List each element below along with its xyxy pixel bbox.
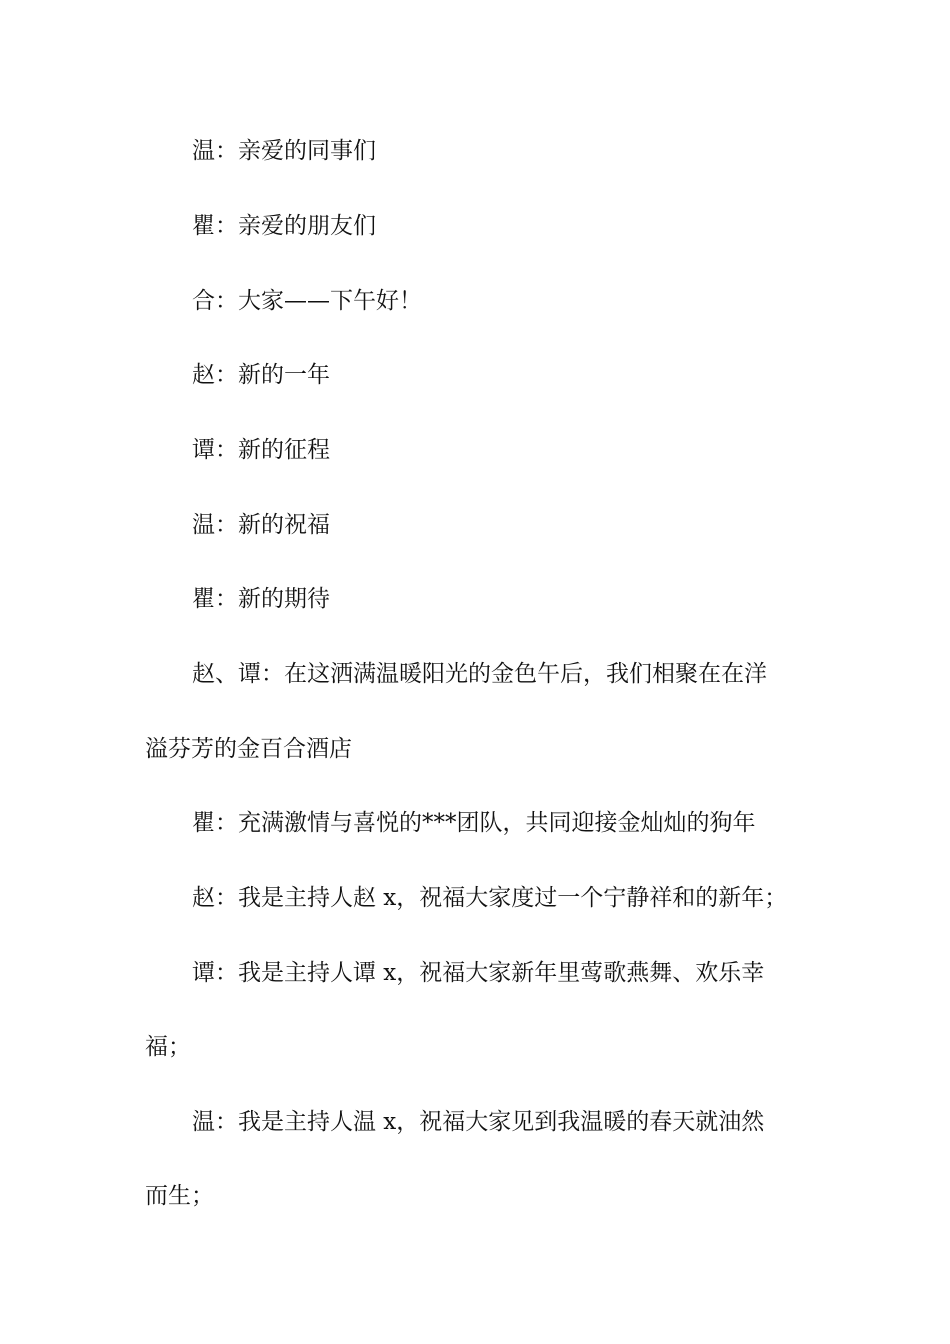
script-line-continuation: 福； xyxy=(145,1034,191,1060)
script-line: 瞿：新的期待 xyxy=(192,586,330,612)
script-line-continuation: 而生； xyxy=(145,1183,214,1209)
script-line: 瞿：亲爱的朋友们 xyxy=(192,213,376,239)
script-line: 谭：我是主持人谭 x，祝福大家新年里莺歌燕舞、欢乐幸 xyxy=(192,960,765,986)
script-line: 温：我是主持人温 x，祝福大家见到我温暖的春天就油然 xyxy=(192,1109,765,1135)
script-line: 合：大家——下午好！ xyxy=(192,288,422,314)
script-line: 温：亲爱的同事们 xyxy=(192,138,376,164)
script-line: 谭：新的征程 xyxy=(192,437,330,463)
script-line-continuation: 溢芬芳的金百合酒店 xyxy=(145,736,352,762)
script-line: 瞿：充满激情与喜悦的***团队，共同迎接金灿灿的狗年 xyxy=(192,810,756,836)
script-line: 赵、谭：在这洒满温暖阳光的金色午后，我们相聚在在洋 xyxy=(192,661,767,687)
script-line: 温：新的祝福 xyxy=(192,512,330,538)
script-line: 赵：新的一年 xyxy=(192,362,330,388)
script-line: 赵：我是主持人赵 x，祝福大家度过一个宁静祥和的新年； xyxy=(192,885,788,911)
